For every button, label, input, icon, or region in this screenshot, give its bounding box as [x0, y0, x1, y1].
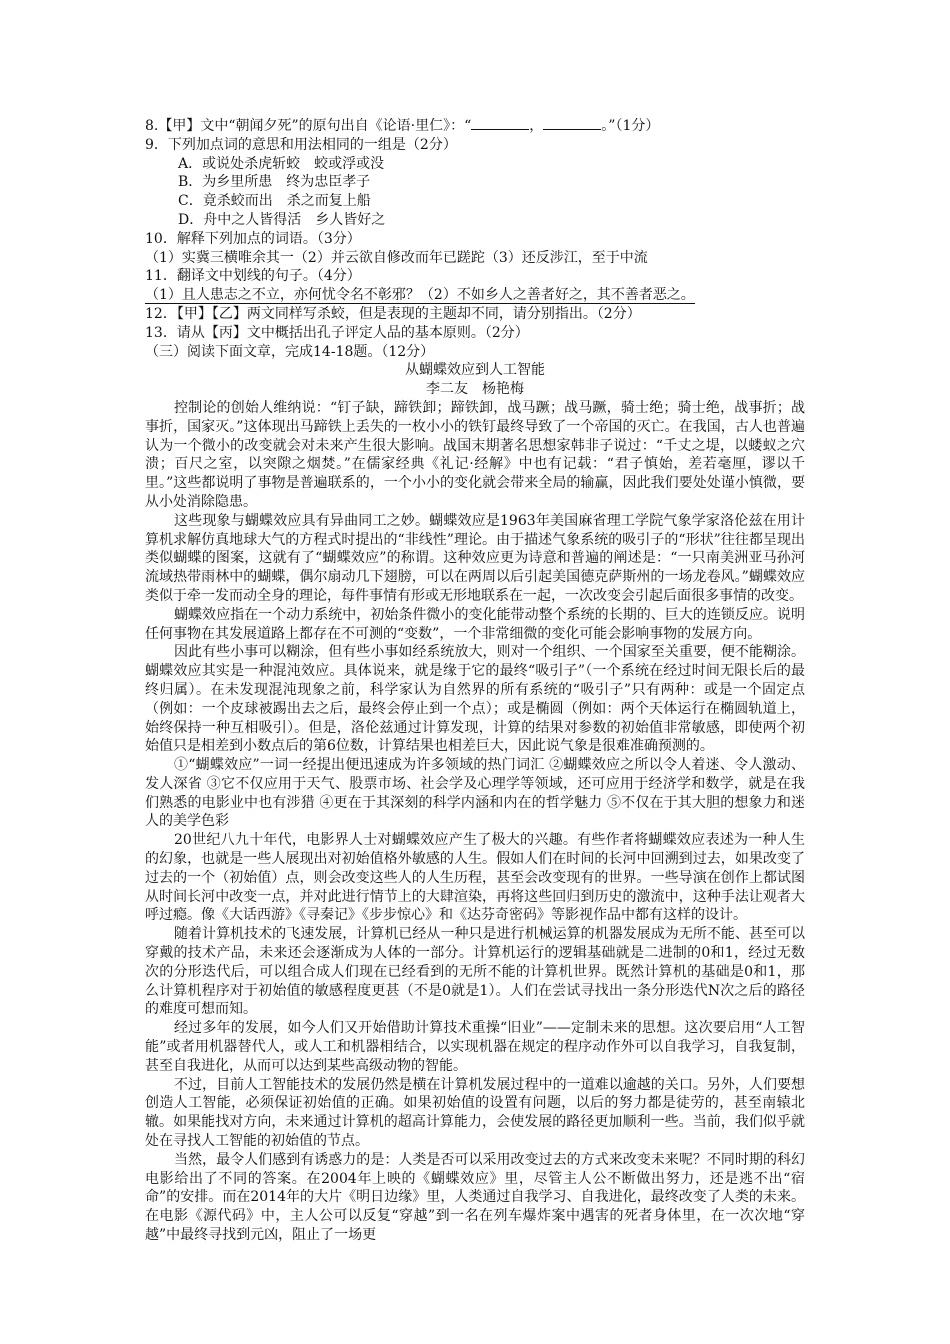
- option-d-right: 乡人皆好之: [315, 211, 386, 228]
- question-10-items: （1）实冀三横唯余其一（2）并云欲自修改而年已蹉跎（3）还反涉江，至于中流: [145, 249, 648, 266]
- question-9-title: 9．下列加点词的意思和用法相同的一组是（2分）: [145, 136, 457, 153]
- option-c-left: C．竟杀蛟而出: [178, 193, 273, 210]
- article-paragraph-10: 当然，最令人们感到有诱惑力的是：人类是否可以采用改变过去的方式来改变未来呢？不同时期的科幻电影给出了不同的答案。在2004年上映的《蝴蝶效应》里，尽管主人公不断做出努力，还是逃不出“宿命”的安排。而在2014年的大片《明日边缘》里，人类通过自我学习、自我进化，最终改变了人类的未来。在电影《源代码》中，主人公可以反复“穿越”到一名在列车爆炸案中遇害的死者身体里，在一次次地“穿越”中最终寻找到元凶，阻止了一场更: [145, 1151, 805, 1244]
- article-paragraph-2: 这些现象与蝴蝶效应具有异曲同工之妙。蝴蝶效应是1963年美国麻省理工学院气象学家洛伦兹在用计算机求解仿真地球大气的方程式时提出的“非线性”理论。由于描述气象系统的吸引子的“形状”往往都呈现出类似蝴蝶的图案，这就有了“蝴蝶效应”的称谓。这种效应更为诗意和普遍的阐述是：“一只南美洲亚马孙河流域热带雨林中的蝴蝶，偶尔扇动几下翅膀，可以在两周以后引起美国德克萨斯州的一场龙卷风。”蝴蝶效应类似于牵一发而动全身的理论，每件事情有形或无形地联系在一起，一次改变会引起后面很多事情的改变。: [145, 512, 805, 604]
- answer-blank-1[interactable]: [471, 116, 529, 130]
- question-12: 12．【甲】【乙】两文同样写杀蛟，但是表现的主题却不同，请分别指出。（2分）: [145, 305, 641, 322]
- article-paragraph-7: 随着计算机技术的飞速发展，计算机已经从一种只是进行机械运算的机器发展成为无所不能、甚至可以穿戴的技术产品，未来还会逐渐成为人体的一部分。计算机运行的逻辑基础就是二进制的0和1，经过无数次的分形迭代后，可以组合成人们现在已经看到的无所不能的计算机世界。既然计算机的基础是0和1，那么计算机程序对于初始值的敏感程度更甚（不是0就是1）。人们在尝试寻找出一条分形迭代N次之后的路径的难度可想而知。: [145, 926, 805, 1018]
- article-title: 从蝴蝶效应到人工智能: [405, 362, 545, 379]
- article-paragraph-6: 20世纪八九十年代，电影界人士对蝴蝶效应产生了极大的兴趣。有些作者将蝴蝶效应表述为一种人生的幻象，也就是一些人展现出对初始值格外敏感的人生。假如人们在时间的长河中回溯到过去，如果改变了过去的一个（初始值）点，则会改变这些人的人生历程，甚至会改变现有的世界。一些导演在创作上都试图从时间长河中改变一点，并对此进行情节上的大肆渲染，再将这些回归到历史的激流中，这种手法让观者大呼过瘾。像《大话西游》《寻秦记》《步步惊心》和《达芬奇密码》等影视作品中都有这样的设计。: [145, 832, 805, 924]
- option-a-left: A．或说处杀虎斩蛟: [178, 155, 301, 172]
- question-13: 13．请从【丙】文中概括出孔子评定人品的基本原则。（2分）: [145, 324, 529, 341]
- article-paragraph-3: 蝴蝶效应指在一个动力系统中，初始条件微小的变化能带动整个系统的长期的、巨大的连锁反应。说明任何事物在其发展道路上都存在不可测的“变数”，一个非常细微的变化可能会影响事物的发展方向。: [145, 606, 805, 642]
- option-b-left: B．为乡里所患: [178, 174, 273, 191]
- question-8-mid: ，: [529, 118, 544, 134]
- question-9-option-c: [145, 192, 805, 211]
- option-b-right: 终为忠臣孝子: [286, 174, 371, 191]
- question-9-option-b: [145, 173, 805, 192]
- article-paragraph-8: 经过多年的发展，如今人们又开始借助计算技术重操“旧业”——定制未来的思想。这次要启用“人工智能”或者用机器替代人，或人工和机器相结合，以实现机器在规定的程序动作外可以自我学习，自我复制，甚至自我进化，从而可以达到某些高级动物的智能。: [145, 1020, 805, 1074]
- option-d-left: D．舟中之人皆得活: [178, 211, 302, 228]
- question-9-option-d: [145, 211, 805, 230]
- article-paragraph-5: ①“蝴蝶效应”一词一经提出便迅速成为许多领域的热门词汇 ②蝴蝶效应之所以令人着迷、令人激动、发人深省 ③它不仅应用于天气、股票市场、社会学及心理学等领域，还可应用于经济学和数学，就是在我们熟悉的电影业中也有涉猎 ④更在于其深刻的科学内涵和内在的哲学魅力 ⑤不仅在于其大胆的想象力和迷人的美学色彩: [145, 757, 805, 830]
- option-a-right: 蛟或浮或没: [314, 155, 385, 172]
- question-11-sentences: [145, 286, 805, 305]
- question-8-suffix: 。”（1分）: [601, 118, 660, 134]
- exam-page: [145, 116, 805, 1245]
- question-9-option-a: [145, 155, 805, 174]
- article-paragraph-1: 控制论的创始人维纳说：“钉子缺，蹄铁卸；蹄铁卸，战马蹶；战马蹶，骑士绝；骑士绝，战事折；战事折，国家灭。”这体现出马蹄铁上丢失的一枚小小的铁钉最终导致了一个帝国的灭亡。在我国，古人也普遍认为一个微小的改变就会对未来产生很大影响。战国末期著名思想家韩非子说过：“千丈之堤，以蝼蚁之穴溃；百尺之室，以突隙之烟焚。”在儒家经典《礼记·经解》中也有记载：“君子慎始，差若毫厘，谬以千里。”这些都说明了事物是普遍联系的，一个小小的变化就会带来全局的输赢，因此我们要处处谨小慎微，要从小处消除隐患。: [145, 399, 805, 510]
- question-8-prefix: 8.【甲】文中“朝闻夕死”的原句出自《论语·里仁》：“: [145, 118, 472, 134]
- article-paragraph-9: 不过，目前人工智能技术的发展仍然是横在计算机发展过程中的一道难以逾越的关口。另外，人们要想创造人工智能，必须保证初始值的正确。如果初始值的设置有问题，以后的努力都是徒劳的，甚至南辕北辙。如果能找对方向，未来通过计算机的超高计算能力，会使发展的路径更加顺利一些。当前，我们似乎就处在寻找人工智能的初始值的节点。: [145, 1076, 805, 1150]
- article-paragraph-4: 因此有些小事可以糊涂，但有些小事如经系统放大，则对一个组织、一个国家至关重要，便不能糊涂。蝴蝶效应其实是一种混沌效应。具体说来，就是缘于它的最终“吸引子”（一个系统在经过时间无限长后的最终归属）。在未发现混沌现象之前，科学家认为自然界的所有系统的“吸引子”只有两种：或是一个固定点（例如：一个皮球被踢出去之后，最终会停止到一个点）；或是椭圆（例如：两个天体运行在椭圆轨道上，始终保持一种互相吸引）。但是，洛伦兹通过计算发现，计算的结果对参数的初始值非常敏感，即使两个初始值只是相差到小数点后的第6位数，计算结果也相差巨大，因此说气象是很难准确预测的。: [145, 644, 805, 755]
- section-3-heading: （三）阅读下面文章，完成14-18题。（12分）: [145, 343, 435, 360]
- underlined-sentence-1: （1）且人患志之不立，亦何忧令名不彰邪？: [145, 287, 420, 304]
- answer-blank-2[interactable]: [543, 116, 601, 130]
- question-8: [145, 116, 805, 136]
- question-11-title: 11．翻译文中划线的句子。（4分）: [145, 268, 361, 285]
- underlined-sentence-2: （2）不如乡人之善者好之，其不善者恶之。: [419, 287, 695, 304]
- question-10-title: 10．解释下列加点的词语。（3分）: [145, 230, 361, 247]
- article-authors: 李二友 杨艳梅: [426, 381, 524, 398]
- option-c-right: 杀之而复上船: [286, 193, 371, 210]
